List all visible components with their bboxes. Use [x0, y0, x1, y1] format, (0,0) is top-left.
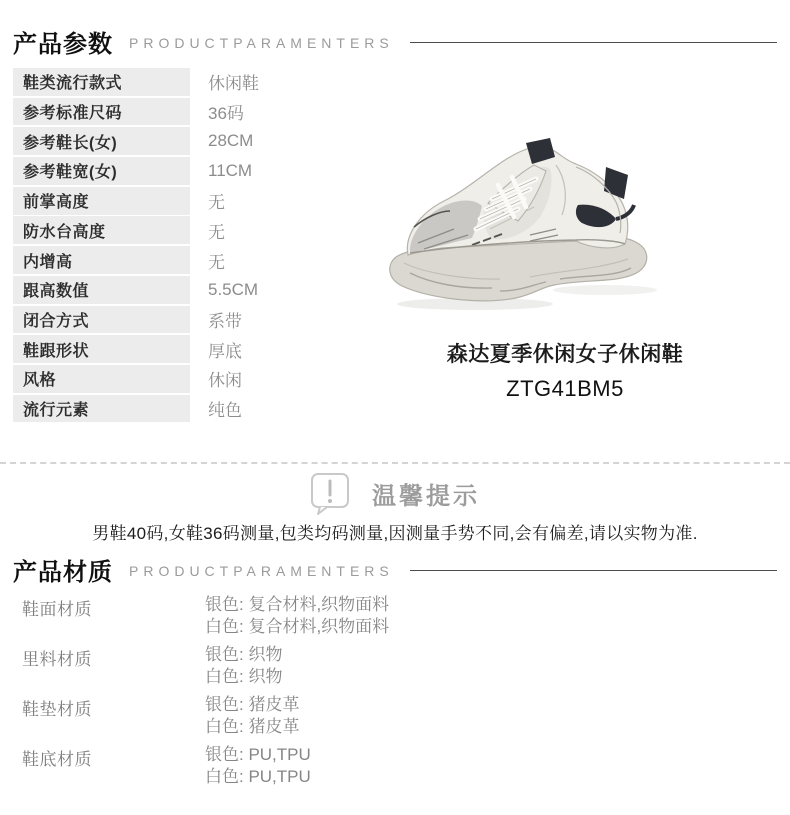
param-label: 鞋跟形状 — [13, 335, 190, 363]
param-label: 防水台高度 — [13, 216, 190, 244]
list-item — [22, 694, 762, 738]
table-row — [13, 276, 353, 304]
table-row — [13, 127, 353, 155]
table-row — [13, 246, 353, 274]
param-label: 风格 — [13, 365, 190, 393]
param-label: 参考标准尺码 — [13, 98, 190, 126]
table-row — [13, 98, 353, 126]
material-label: 鞋面材质 — [22, 600, 92, 619]
exclamation-bubble-icon — [310, 471, 350, 515]
params-section-subtitle: PRODUCTPARAMENTERS — [129, 34, 394, 51]
material-values — [205, 644, 282, 688]
table-row — [13, 335, 353, 363]
dashed-divider — [0, 462, 790, 464]
param-value: 纯色 — [208, 400, 242, 420]
list-item — [22, 744, 762, 788]
material-value-line: 白色: PU,TPU — [205, 767, 311, 786]
sneaker-illustration — [380, 107, 690, 317]
param-value: 系带 — [208, 311, 242, 331]
product-photo — [380, 107, 690, 317]
material-value-line: 白色: 猪皮革 — [205, 717, 300, 736]
table-row — [13, 395, 353, 423]
header-rule — [410, 570, 777, 571]
param-label: 鞋类流行款式 — [13, 68, 190, 96]
tips-title: 温馨提示 — [372, 482, 480, 510]
table-row — [13, 157, 353, 185]
material-label: 里料材质 — [22, 650, 92, 669]
material-value-line: 白色: 复合材料,织物面料 — [205, 617, 390, 636]
param-label: 闭合方式 — [13, 306, 190, 334]
material-value-line: 白色: 织物 — [205, 667, 283, 686]
table-row — [13, 68, 353, 96]
list-item — [22, 594, 762, 638]
param-value: 无 — [208, 193, 225, 213]
material-value-line: 银色: 复合材料,织物面料 — [205, 595, 390, 614]
materials-section-title: 产品材质 — [13, 559, 113, 586]
material-label: 鞋垫材质 — [22, 700, 92, 719]
param-label: 参考鞋宽(女) — [13, 157, 190, 185]
product-model-code: ZTG41BM5 — [506, 376, 624, 401]
material-values — [205, 594, 389, 638]
header-rule — [410, 42, 777, 43]
param-value: 厚底 — [208, 341, 242, 361]
material-label: 鞋底材质 — [22, 750, 92, 769]
param-table — [13, 68, 353, 424]
param-value: 休闲鞋 — [208, 74, 259, 94]
param-value: 36码 — [208, 104, 244, 124]
material-value-line: 银色: PU,TPU — [205, 745, 311, 764]
param-value: 5.5CM — [208, 279, 259, 299]
material-values — [205, 694, 299, 738]
param-value: 无 — [208, 252, 225, 272]
table-row — [13, 216, 353, 244]
materials-section-subtitle: PRODUCTPARAMENTERS — [129, 562, 394, 579]
product-name: 森达夏季休闲女子休闲鞋 — [446, 343, 684, 366]
param-label: 流行元素 — [13, 395, 190, 423]
params-section-title: 产品参数 — [13, 31, 113, 58]
table-row — [13, 187, 353, 215]
material-values — [205, 744, 311, 788]
table-row — [13, 306, 353, 334]
materials-list — [22, 594, 762, 794]
list-item — [22, 644, 762, 688]
material-value-line: 银色: 猪皮革 — [205, 695, 300, 714]
param-label: 前掌高度 — [13, 187, 190, 215]
param-label: 参考鞋长(女) — [13, 127, 190, 155]
param-label: 内增高 — [13, 246, 190, 274]
params-section-header — [13, 24, 777, 59]
tips-header — [0, 471, 790, 515]
tips-text: 男鞋40码,女鞋36码测量,包类均码测量,因测量手势不同,会有偏差,请以实物为准. — [92, 524, 698, 543]
param-value: 休闲 — [208, 371, 242, 391]
param-value: 28CM — [208, 131, 254, 151]
param-value: 无 — [208, 222, 225, 242]
table-row — [13, 365, 353, 393]
param-value: 11CM — [208, 160, 253, 180]
materials-section-header — [13, 552, 777, 587]
material-value-line: 银色: 织物 — [205, 645, 283, 664]
param-label: 跟高数值 — [13, 276, 190, 304]
